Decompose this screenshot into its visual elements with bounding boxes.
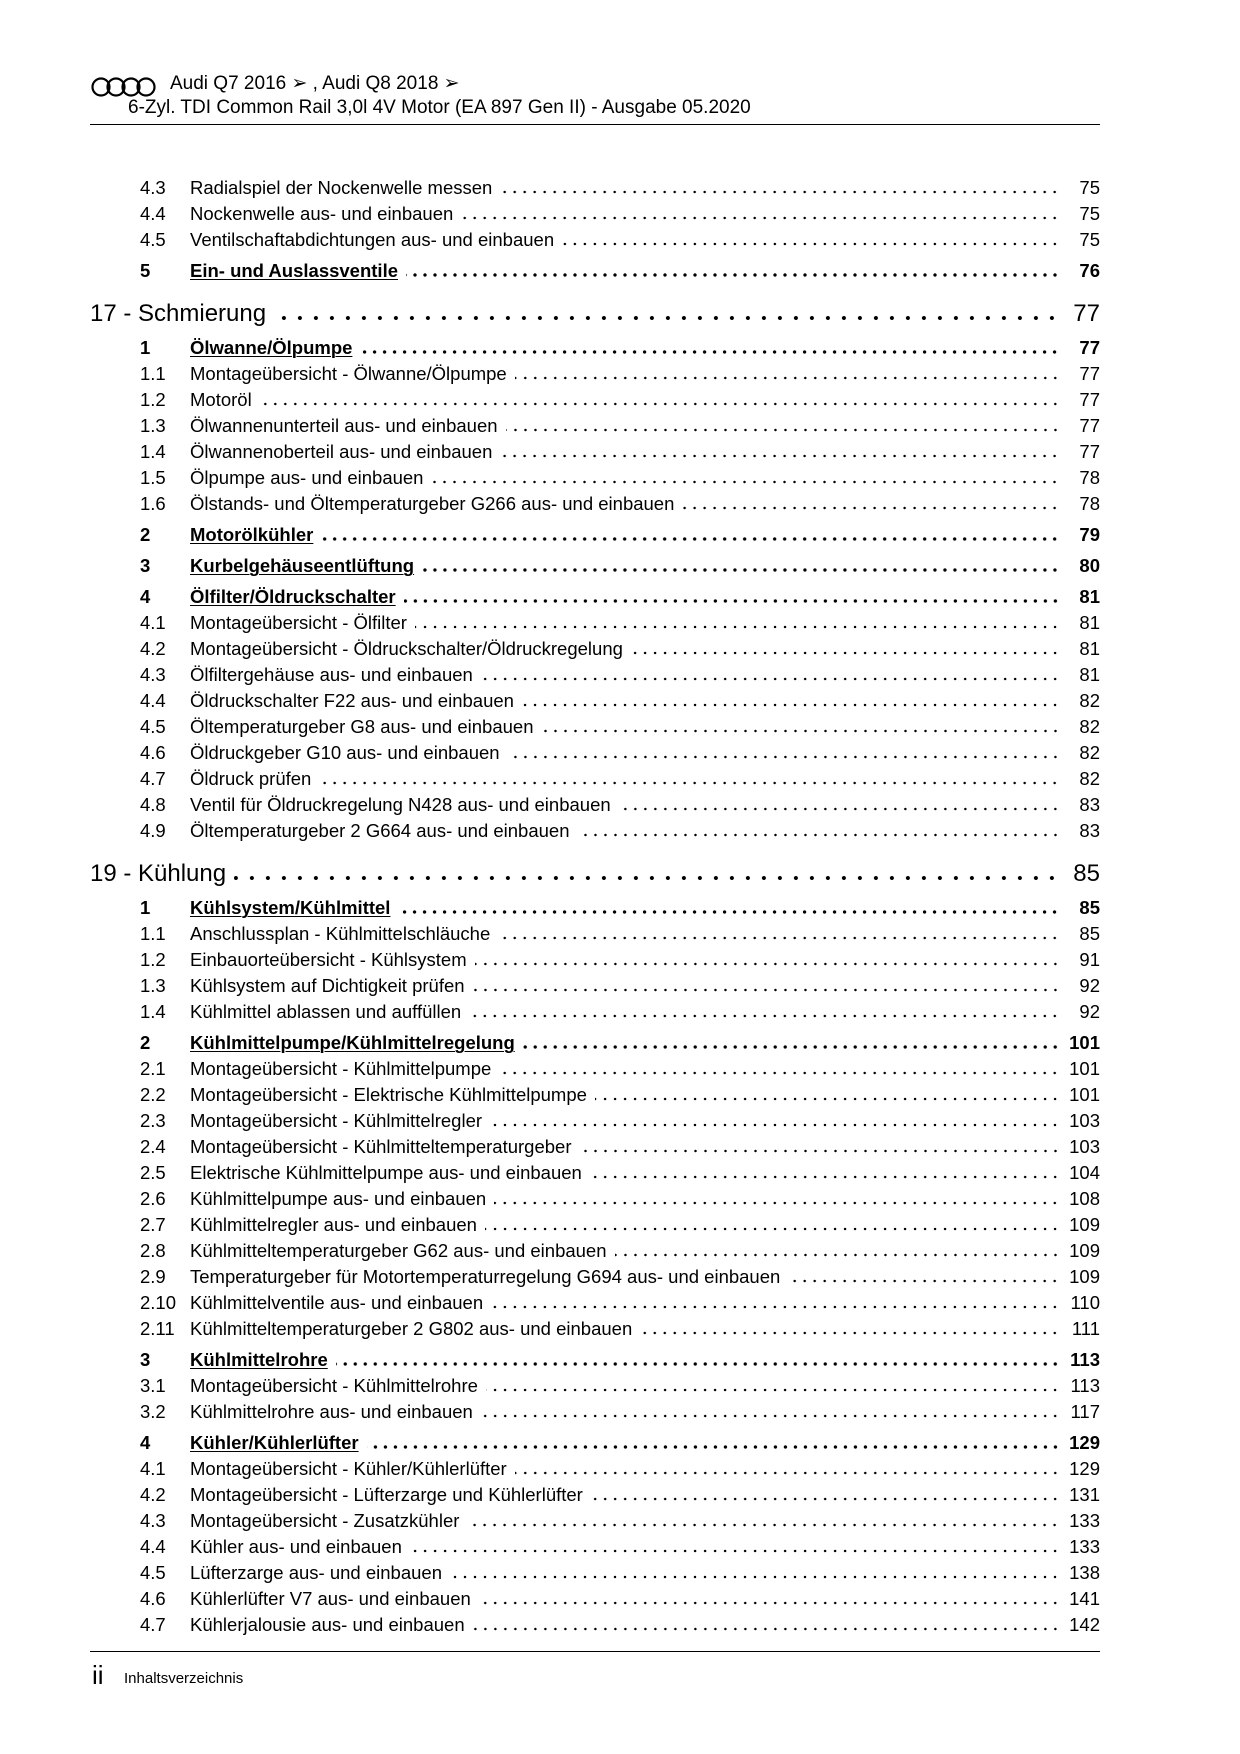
dot-leader [336,1362,1060,1366]
toc-number: 4.5 [140,1562,166,1583]
toc-title: Kühlsystem/Kühlmittel [190,897,391,918]
toc-entry[interactable] [90,1288,1100,1314]
toc-page-number: 133 [1069,1510,1100,1531]
toc-number: 2.2 [140,1084,166,1105]
toc-entry[interactable] [90,1080,1100,1106]
toc-number: 1 [140,897,151,918]
toc-page-number: 83 [1079,794,1100,815]
toc-page-number: 81 [1079,612,1100,633]
toc-title: Montageübersicht - Ölwanne/Ölpumpe [190,363,507,384]
dot-leader [486,1388,1060,1392]
toc-title: 17 - Schmierung [90,300,267,327]
toc-entry[interactable] [90,945,1100,971]
toc-page-number: 77 [1079,337,1100,358]
toc-number: 2 [140,1032,151,1053]
toc-number: 1.4 [140,1001,166,1022]
toc-entry[interactable] [90,919,1100,945]
toc-entry[interactable] [90,359,1100,385]
toc-title: Montageübersicht - Kühlmittelregler [190,1110,483,1131]
toc-entry[interactable] [90,1506,1100,1532]
toc-number: 4.2 [140,1484,166,1505]
toc-entry[interactable] [90,1610,1100,1636]
toc-entry[interactable] [90,764,1100,790]
toc-title: Kühlmitteltemperaturgeber 2 G802 aus- und einbauen [190,1318,633,1339]
toc-number: 4.9 [140,820,166,841]
toc-page-number: 81 [1079,638,1100,659]
toc-number: 5 [140,260,151,281]
toc-title: Lüfterzarge aus- und einbauen [190,1562,442,1583]
toc-title: Ölstands- und Öltemperaturgeber G266 aus- und einbauen [190,493,675,514]
toc-number: 4.7 [140,768,166,789]
dot-leader [615,1253,1060,1257]
toc-title: Montageübersicht - Elektrische Kühlmittelpumpe [190,1084,587,1105]
toc-title: Kühlmittelventile aus- und einbauen [190,1292,484,1313]
dot-leader [580,1149,1061,1153]
toc-number: 1.5 [140,467,166,488]
toc-title: Öltemperaturgeber 2 G664 aus- und einbauen [190,820,570,841]
dot-leader [481,677,1060,681]
toc-page-number: 104 [1069,1162,1100,1183]
toc-number: 3.2 [140,1401,166,1422]
dot-leader [500,190,1060,194]
toc-entry[interactable] [90,173,1100,199]
toc-number: 4.2 [140,638,166,659]
toc-page-number: 75 [1079,203,1100,224]
toc-title: 19 - Kühlung [90,860,227,887]
toc-entry[interactable] [90,634,1100,660]
header-engine-line: 6-Zyl. TDI Common Rail 3,0l 4V Motor (EA 897 Gen II) - Ausgabe 05.2020 [128,97,751,118]
toc-number: 2 [140,524,151,545]
dot-leader [788,1279,1060,1283]
toc-entry[interactable] [90,1584,1100,1610]
dot-leader [500,454,1060,458]
toc-number: 1.1 [140,923,166,944]
dot-leader [491,1305,1060,1309]
dot-leader [542,729,1061,733]
toc-section[interactable] [90,520,1100,546]
toc-page-number: 82 [1079,768,1100,789]
toc-page-number: 117 [1070,1401,1100,1422]
toc-title: Montageübersicht - Kühlmittelpumpe [190,1058,492,1079]
toc-entry[interactable] [90,1262,1100,1288]
toc-page-number: 77 [1079,389,1100,410]
toc-number: 4.3 [140,1510,166,1531]
toc-title: Kühlmittelrohre aus- und einbauen [190,1401,473,1422]
dot-leader [450,1575,1060,1579]
toc-title: Kühlmittelregler aus- und einbauen [190,1214,477,1235]
toc-section[interactable] [90,893,1100,919]
toc-entry[interactable] [90,385,1100,411]
toc-title: Montageübersicht - Zusatzkühler [190,1510,460,1531]
dot-leader [506,428,1060,432]
toc-number: 2.10 [140,1292,177,1313]
toc-title: Ölwanne/Ölpumpe [190,337,353,358]
toc-page-number: 80 [1079,555,1100,576]
toc-number: 1.4 [140,441,166,462]
toc-entry[interactable] [90,1210,1100,1236]
toc-title: Temperaturgeber für Motortemperaturregelung G694 aus- und einbauen [190,1266,781,1287]
toc-title: Ölpumpe aus- und einbauen [190,467,424,488]
toc-page-number: 133 [1069,1536,1100,1557]
toc-number: 4.4 [140,690,166,711]
toc-number: 4.1 [140,612,166,633]
toc-section[interactable] [90,333,1100,359]
toc-page-number: 113 [1070,1349,1100,1370]
dot-leader [404,599,1060,603]
toc-section[interactable] [90,1028,1100,1054]
toc-section[interactable] [90,551,1100,577]
dot-leader [499,1071,1060,1075]
toc-title: Kühlerlüfter V7 aus- und einbauen [190,1588,471,1609]
dot-leader [321,537,1060,541]
toc-number: 4.6 [140,1588,166,1609]
toc-number: 2.9 [140,1266,166,1287]
toc-number: 1 [140,337,151,358]
toc-number: 2.5 [140,1162,166,1183]
toc-page-number: 109 [1069,1240,1100,1261]
toc-title: Ölfilter/Öldruckschalter [190,586,396,607]
dot-leader [473,1627,1060,1631]
dot-leader [508,755,1060,759]
dot-leader [591,1497,1060,1501]
toc-title: Öltemperaturgeber G8 aus- und einbauen [190,716,534,737]
toc-number: 4.4 [140,1536,166,1557]
toc-page-number: 141 [1069,1588,1100,1609]
dot-leader [234,875,1060,881]
toc-page-number: 109 [1069,1214,1100,1235]
toc-entry[interactable] [90,1558,1100,1584]
toc-entry[interactable] [90,1054,1100,1080]
toc-page-number: 77 [1073,300,1100,327]
toc-number: 1.2 [140,949,166,970]
toc-number: 4.6 [140,742,166,763]
toc-title: Nockenwelle aus- und einbauen [190,203,454,224]
dot-leader [410,1549,1060,1553]
dot-leader [467,1523,1060,1527]
toc-title: Anschlussplan - Kühlmittelschläuche [190,923,491,944]
toc-page-number: 103 [1069,1110,1100,1131]
toc-entry[interactable] [90,997,1100,1023]
toc-number: 1.3 [140,415,166,436]
toc-chapter[interactable] [90,856,1100,888]
dot-leader [461,216,1060,220]
toc-title: Motorölkühler [190,524,314,545]
toc-page-number: 129 [1069,1432,1100,1453]
footer-label: Inhaltsverzeichnis [124,1670,244,1687]
toc-number: 4.5 [140,229,166,250]
dot-leader [490,1123,1060,1127]
page-number: ii [92,1660,104,1690]
toc-title: Kühlmittelpumpe aus- und einbauen [190,1188,487,1209]
toc-entry[interactable] [90,1132,1100,1158]
toc-number: 4 [140,586,151,607]
toc-page-number: 111 [1071,1318,1100,1339]
toc-entry[interactable] [90,1454,1100,1480]
header-divider [90,124,1100,125]
toc-page-number: 85 [1079,923,1100,944]
toc-title: Ölwannenunterteil aus- und einbauen [190,415,498,436]
toc-number: 2.8 [140,1240,166,1261]
toc-page-number: 108 [1069,1188,1100,1209]
toc-number: 1.1 [140,363,166,384]
toc-entry[interactable] [90,1236,1100,1262]
toc-page-number: 103 [1069,1136,1100,1157]
toc-page-number: 101 [1069,1084,1100,1105]
toc-page-number: 79 [1079,524,1100,545]
dot-leader [619,807,1060,811]
toc-title: Kühler aus- und einbauen [190,1536,402,1557]
toc-page-number: 92 [1079,975,1100,996]
audi-rings-logo-icon [90,76,158,98]
toc-page-number: 131 [1069,1484,1100,1505]
toc-page-number: 78 [1079,493,1100,514]
toc-entry[interactable] [90,816,1100,842]
dot-leader [523,1045,1060,1049]
dot-leader [473,988,1060,992]
toc-page-number: 78 [1079,467,1100,488]
dot-leader [595,1097,1060,1101]
toc-section[interactable] [90,256,1100,282]
dot-leader [498,936,1060,940]
toc-title: Ventilschaftabdichtungen aus- und einbauen [190,229,555,250]
toc-page-number: 77 [1079,415,1100,436]
dot-leader [479,1601,1060,1605]
toc-entry[interactable] [90,686,1100,712]
toc-number: 4.7 [140,1614,166,1635]
toc-number: 1.2 [140,389,166,410]
toc-chapter[interactable] [90,296,1100,328]
toc-page-number: 82 [1079,690,1100,711]
toc-page-number: 81 [1079,664,1100,685]
toc-page-number: 85 [1073,860,1100,887]
toc-number: 4.1 [140,1458,166,1479]
dot-leader [562,242,1060,246]
toc-page-number: 75 [1079,229,1100,250]
toc-title: Öldruckschalter F22 aus- und einbauen [190,690,514,711]
dot-leader [274,315,1060,321]
toc-entry[interactable] [90,712,1100,738]
toc-title: Ventil für Öldruckregelung N428 aus- und einbauen [190,794,611,815]
toc-title: Montageübersicht - Öldruckschalter/Öldruckregelung [190,638,623,659]
toc-title: Öldruckgeber G10 aus- und einbauen [190,742,500,763]
toc-page-number: 129 [1069,1458,1100,1479]
toc-page-number: 83 [1079,820,1100,841]
toc-section[interactable] [90,1428,1100,1454]
toc-page-number: 138 [1069,1562,1100,1583]
toc-page-number: 113 [1070,1375,1100,1396]
dot-leader [260,402,1060,406]
toc-page-number: 82 [1079,742,1100,763]
dot-leader [360,350,1060,354]
toc-number: 1.6 [140,493,166,514]
toc-number: 2.7 [140,1214,166,1235]
toc-page-number: 101 [1069,1058,1100,1079]
toc-title: Ölwannenoberteil aus- und einbauen [190,441,493,462]
dot-leader [481,1414,1060,1418]
toc-entry[interactable] [90,225,1100,251]
toc-entry[interactable] [90,1532,1100,1558]
toc-section[interactable] [90,1345,1100,1371]
dot-leader [485,1227,1060,1231]
toc-entry[interactable] [90,1184,1100,1210]
toc-entry[interactable] [90,1480,1100,1506]
toc-number: 4.3 [140,664,166,685]
dot-leader [422,568,1060,572]
toc-number: 3 [140,555,151,576]
toc-title: Montageübersicht - Ölfilter [190,612,407,633]
toc-entry[interactable] [90,608,1100,634]
toc-entry[interactable] [90,1314,1100,1340]
toc-page-number: 75 [1079,177,1100,198]
table-of-contents [90,173,1100,1636]
toc-number: 2.4 [140,1136,166,1157]
toc-entry[interactable] [90,1106,1100,1132]
toc-number: 2.6 [140,1188,166,1209]
toc-entry[interactable] [90,1397,1100,1423]
toc-number: 2.1 [140,1058,166,1079]
toc-page-number: 82 [1079,716,1100,737]
toc-title: Einbauorteübersicht - Kühlsystem [190,949,467,970]
toc-number: 2.3 [140,1110,166,1131]
dot-leader [640,1331,1060,1335]
toc-title: Öldruck prüfen [190,768,312,789]
toc-page-number: 142 [1069,1614,1100,1635]
dot-leader [406,273,1060,277]
toc-entry[interactable] [90,1158,1100,1184]
header-vehicle-line: Audi Q7 2016 ➢ , Audi Q8 2018 ➢ [170,73,460,94]
toc-number: 4.3 [140,177,166,198]
toc-number: 1.3 [140,975,166,996]
toc-title: Montageübersicht - Lüfterzarge und Kühlerlüfter [190,1484,583,1505]
toc-page-number: 77 [1079,441,1100,462]
dot-leader [469,1014,1060,1018]
footer-divider [90,1651,1100,1652]
toc-title: Motoröl [190,389,252,410]
toc-number: 2.11 [140,1318,175,1339]
toc-number: 3.1 [140,1375,166,1396]
toc-number: 4.5 [140,716,166,737]
toc-entry[interactable] [90,411,1100,437]
dot-leader [475,962,1060,966]
toc-title: Kühlerjalousie aus- und einbauen [190,1614,465,1635]
toc-page-number: 76 [1079,260,1100,281]
toc-entry[interactable] [90,489,1100,515]
toc-page-number: 81 [1079,586,1100,607]
toc-entry[interactable] [90,199,1100,225]
toc-number: 3 [140,1349,151,1370]
toc-page-number: 77 [1079,363,1100,384]
toc-page-number: 92 [1079,1001,1100,1022]
toc-page-number: 91 [1079,949,1100,970]
toc-entry[interactable] [90,790,1100,816]
dot-leader [494,1201,1060,1205]
toc-title: Kühlmittelpumpe/Kühlmittelregelung [190,1032,515,1053]
toc-page-number: 101 [1069,1032,1100,1053]
toc-title: Kühlmittel ablassen und auffüllen [190,1001,462,1022]
toc-number: 4.8 [140,794,166,815]
toc-page-number: 109 [1069,1266,1100,1287]
toc-entry[interactable] [90,463,1100,489]
dot-leader [631,651,1060,655]
dot-leader [367,1445,1060,1449]
toc-title: Kühler/Kühlerlüfter [190,1432,359,1453]
dot-leader [578,833,1060,837]
toc-title: Kühlmittelrohre [190,1349,328,1370]
toc-title: Elektrische Kühlmittelpumpe aus- und einbauen [190,1162,582,1183]
toc-title: Kühlsystem auf Dichtigkeit prüfen [190,975,465,996]
toc-title: Montageübersicht - Kühlmittelrohre [190,1375,478,1396]
toc-page-number: 110 [1070,1292,1100,1313]
dot-leader [522,703,1060,707]
dot-leader [515,1471,1060,1475]
toc-title: Montageübersicht - Kühlmitteltemperaturgeber [190,1136,572,1157]
toc-entry[interactable] [90,738,1100,764]
toc-entry[interactable] [90,437,1100,463]
dot-leader [682,506,1060,510]
toc-page-number: 85 [1079,897,1100,918]
dot-leader [431,480,1060,484]
toc-section[interactable] [90,582,1100,608]
toc-number: 4 [140,1432,151,1453]
toc-title: Ein- und Auslassventile [190,260,398,281]
toc-title: Ölfiltergehäuse aus- und einbauen [190,664,473,685]
dot-leader [515,376,1060,380]
toc-entry[interactable] [90,971,1100,997]
toc-entry[interactable] [90,660,1100,686]
toc-entry[interactable] [90,1371,1100,1397]
dot-leader [398,910,1060,914]
dot-leader [319,781,1060,785]
toc-number: 4.4 [140,203,166,224]
toc-title: Kurbelgehäuseentlüftung [190,555,415,576]
dot-leader [415,625,1060,629]
toc-title: Kühlmitteltemperaturgeber G62 aus- und einbauen [190,1240,607,1261]
toc-title: Radialspiel der Nockenwelle messen [190,177,493,198]
dot-leader [590,1175,1060,1179]
toc-title: Montageübersicht - Kühler/Kühlerlüfter [190,1458,507,1479]
